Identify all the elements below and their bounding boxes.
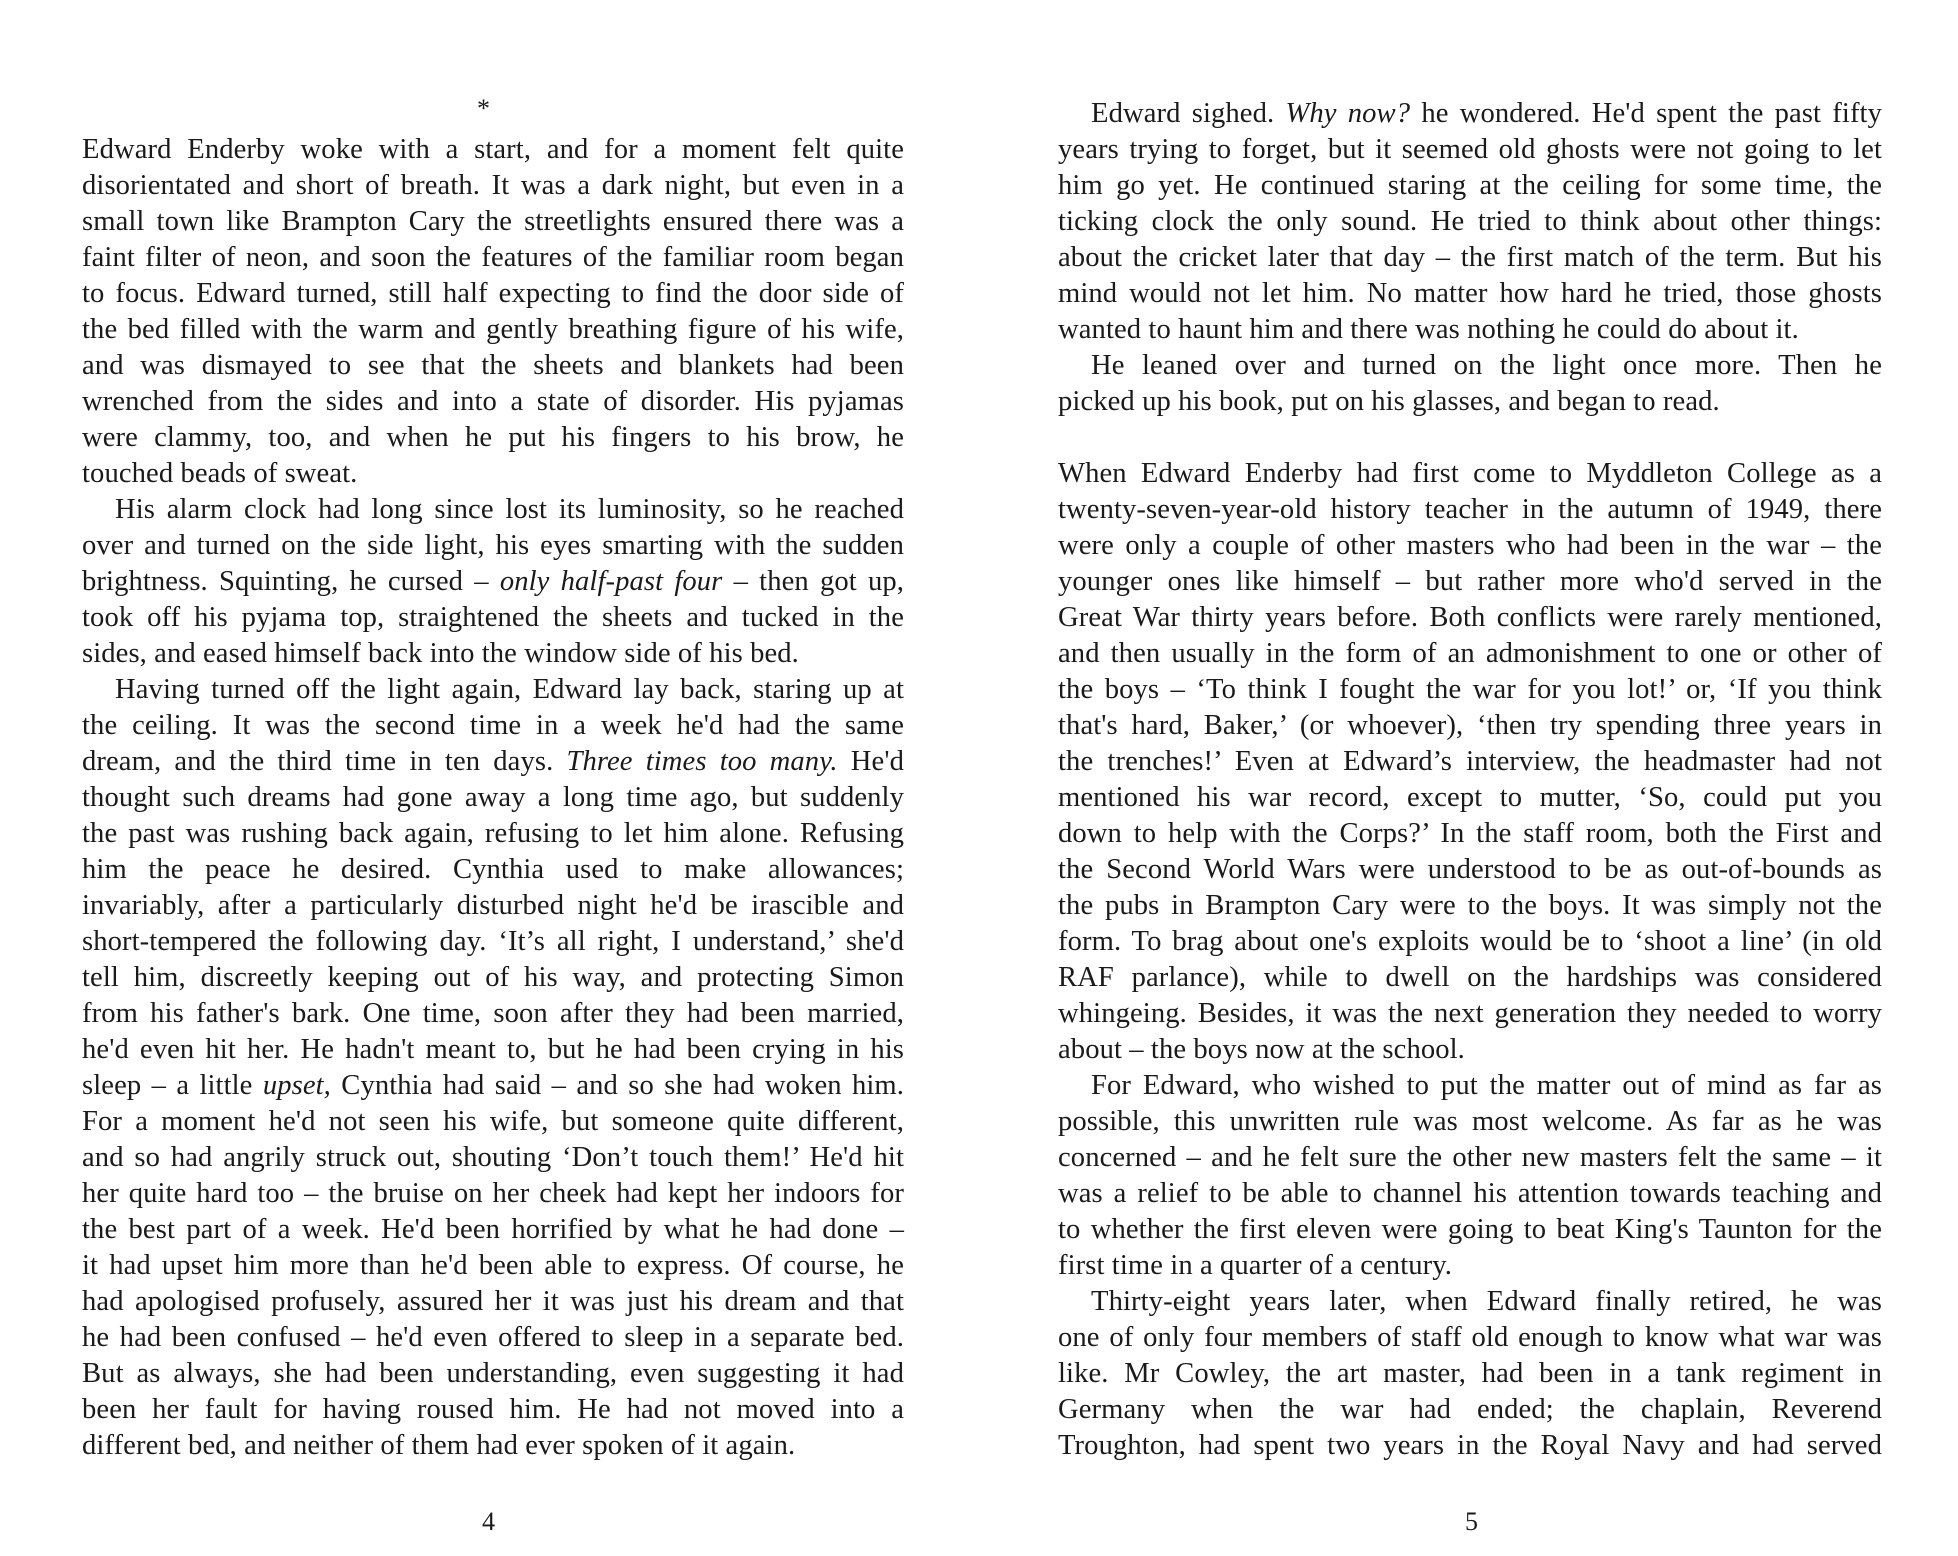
page-number-right: 5 [1465, 1507, 1478, 1536]
text-line [1058, 528, 1882, 564]
text-line [82, 780, 904, 816]
text-line [1058, 168, 1882, 204]
text-line [82, 888, 904, 924]
text-line [1058, 1320, 1882, 1356]
text-segment: first time in a quarter of a century. [1058, 1250, 1453, 1281]
text-line [1058, 456, 1882, 492]
text-segment: the trenches!’ Even at Edward’s interview, the headmaster had not [1058, 746, 1882, 777]
text-segment: like. Mr Cowley, the art master, had been in a tank regiment in [1058, 1358, 1882, 1389]
italic-text: Why now? [1285, 98, 1411, 129]
italic-text: upset, [262, 1070, 331, 1101]
left-page-body [82, 132, 904, 1464]
text-segment: When Edward Enderby had first come to Myddleton College as a [1058, 458, 1882, 489]
text-line [1058, 1212, 1882, 1248]
page-number-left: 4 [482, 1507, 495, 1536]
text-segment: the bed filled with the warm and gently breathing figure of his wife, [82, 314, 904, 345]
text-segment: Troughton, had spent two years in the Royal Navy and had served [1058, 1430, 1882, 1461]
text-segment: But as always, she had been understanding, even suggesting it had [82, 1358, 904, 1389]
text-line [82, 420, 904, 456]
text-segment: mind would not let him. No matter how hard he tried, those ghosts [1058, 278, 1882, 309]
text-segment: – then got up, [722, 566, 904, 597]
text-line [1058, 1140, 1882, 1176]
text-line [1058, 1428, 1882, 1464]
text-segment: been her fault for having roused him. He had not moved into a [82, 1394, 904, 1425]
text-segment: sleep – a little [82, 1070, 263, 1101]
text-line [1058, 708, 1882, 744]
text-segment: had apologised profusely, assured her it was just his dream and that [82, 1286, 904, 1317]
text-line [1058, 888, 1882, 924]
text-segment: For a moment he'd not seen his wife, but someone quite different, [82, 1106, 904, 1137]
text-line [82, 1284, 904, 1320]
text-line [82, 600, 904, 636]
text-segment: ticking clock the only sound. He tried to think about other things: [1058, 206, 1882, 237]
text-line [82, 1392, 904, 1428]
text-line [82, 384, 904, 420]
right-page-body [1058, 96, 1882, 1464]
text-line [82, 816, 904, 852]
text-segment: it had upset him more than he'd been able to express. Of course, he [82, 1250, 904, 1281]
text-segment: Germany when the war had ended; the chaplain, Reverend [1058, 1394, 1882, 1425]
text-line [82, 672, 904, 708]
text-segment: mentioned his war record, except to mutter, ‘So, could put you [1058, 782, 1882, 813]
text-line [1058, 1284, 1882, 1320]
text-line [1058, 348, 1882, 384]
text-line [1058, 1248, 1882, 1284]
text-line [1058, 1176, 1882, 1212]
text-line [1058, 132, 1882, 168]
text-segment: RAF parlance), while to dwell on the hardships was considered [1058, 962, 1882, 993]
text-line [1058, 1392, 1882, 1428]
text-line [1058, 564, 1882, 600]
text-segment: were clammy, too, and when he put his fingers to his brow, he [82, 422, 904, 453]
text-line [1058, 744, 1882, 780]
text-line [1058, 204, 1882, 240]
text-segment: sides, and eased himself back into the window side of his bed. [82, 638, 799, 669]
text-line [82, 492, 904, 528]
text-segment: the best part of a week. He'd been horrified by what he had done – [82, 1214, 904, 1245]
text-segment: whingeing. Besides, it was the next generation they needed to worry [1058, 998, 1882, 1029]
text-segment: different bed, and neither of them had ever spoken of it again. [82, 1430, 796, 1461]
text-line [82, 528, 904, 564]
text-line [82, 960, 904, 996]
text-line [1058, 996, 1882, 1032]
text-line [82, 312, 904, 348]
text-segment: him go yet. He continued staring at the ceiling for some time, the [1058, 170, 1882, 201]
text-line [82, 564, 904, 600]
text-segment: Cynthia had said – and so she had woken him. [330, 1070, 905, 1101]
text-line [82, 708, 904, 744]
text-segment: and then usually in the form of an admonishment to one or other of [1058, 638, 1882, 669]
text-line [82, 204, 904, 240]
text-segment: thought such dreams had gone away a long time ago, but suddenly [82, 782, 904, 813]
text-line [1058, 780, 1882, 816]
text-line [82, 1176, 904, 1212]
text-segment: concerned – and he felt sure the other new masters felt the same – it [1058, 1142, 1882, 1173]
text-segment: her quite hard too – the bruise on her cheek had kept her indoors for [82, 1178, 904, 1209]
text-line [1058, 384, 1882, 420]
text-segment: small town like Brampton Cary the streetlights ensured there was a [82, 206, 904, 237]
text-segment: about the cricket later that day – the first match of the term. But his [1058, 242, 1882, 273]
text-line [82, 1320, 904, 1356]
text-segment: His alarm clock had long since lost its luminosity, so he reached [115, 494, 904, 525]
text-line [82, 240, 904, 276]
text-segment: dream, and the third time in ten days. [82, 746, 567, 777]
text-segment: picked up his book, put on his glasses, and began to read. [1058, 386, 1720, 417]
text-line [1058, 1104, 1882, 1140]
text-segment: Having turned off the light again, Edward lay back, staring up at [115, 674, 904, 705]
text-segment: the pubs in Brampton Cary were to the boys. It was simply not the [1058, 890, 1882, 921]
text-segment: tell him, discreetly keeping out of his way, and protecting Simon [82, 962, 904, 993]
text-segment: one of only four members of staff old enough to know what war was [1058, 1322, 1882, 1353]
text-line [82, 744, 904, 780]
text-segment: possible, this unwritten rule was most welcome. As far as he was [1058, 1106, 1882, 1137]
text-line [1058, 1032, 1882, 1068]
text-line [82, 636, 904, 672]
text-line [1058, 492, 1882, 528]
text-segment: him the peace he desired. Cynthia used to make allowances; [82, 854, 904, 885]
text-segment: younger ones like himself – but rather more who'd served in the [1058, 566, 1882, 597]
text-segment: the ceiling. It was the second time in a week he'd had the same [82, 710, 904, 741]
text-segment: form. To brag about one's exploits would be to ‘shoot a line’ (in old [1058, 926, 1882, 957]
text-segment: he wondered. He'd spent the past fifty [1410, 98, 1883, 129]
text-line [82, 168, 904, 204]
text-line [82, 924, 904, 960]
text-segment: He leaned over and turned on the light once more. Then he [1091, 350, 1882, 381]
text-segment: years trying to forget, but it seemed old ghosts were not going to let [1058, 134, 1882, 165]
text-segment: wrenched from the sides and into a state of disorder. His pyjamas [82, 386, 904, 417]
text-segment: to whether the first eleven were going to beat King's Taunton for the [1058, 1214, 1882, 1245]
right-page [979, 0, 1958, 1556]
text-segment: brightness. Squinting, he cursed – [82, 566, 500, 597]
text-line [82, 1212, 904, 1248]
text-segment: he had been confused – he'd even offered to sleep in a separate bed. [82, 1322, 904, 1353]
text-line [1058, 276, 1882, 312]
text-segment: Great War thirty years before. Both conflicts were rarely mentioned, [1058, 602, 1882, 633]
text-segment: Thirty-eight years later, when Edward finally retired, he was [1091, 1286, 1882, 1317]
text-segment: faint filter of neon, and soon the features of the familiar room began [82, 242, 904, 273]
text-line [82, 456, 904, 492]
text-line [1058, 240, 1882, 276]
text-segment: that's hard, Baker,’ (or whoever), ‘then try spending three years in [1058, 710, 1882, 741]
text-line [1058, 636, 1882, 672]
text-segment: and so had angrily struck out, shouting ‘Don’t touch them!’ He'd hit [82, 1142, 904, 1173]
text-segment: short-tempered the following day. ‘It’s all right, I understand,’ she'd [82, 926, 904, 957]
section-break [1058, 420, 1882, 456]
text-segment: For Edward, who wished to put the matter out of mind as far as [1091, 1070, 1882, 1101]
text-line [1058, 1068, 1882, 1104]
text-line [82, 1032, 904, 1068]
text-segment: Edward Enderby woke with a start, and for a moment felt quite [82, 134, 904, 165]
text-segment: took off his pyjama top, straightened the sheets and tucked in the [82, 602, 904, 633]
text-segment: disorientated and short of breath. It was a dark night, but even in a [82, 170, 904, 201]
text-line [1058, 924, 1882, 960]
text-line [1058, 852, 1882, 888]
text-segment: wanted to haunt him and there was nothing he could do about it. [1058, 314, 1799, 345]
text-line [82, 1428, 904, 1464]
text-segment: he'd even hit her. He hadn't meant to, but he had been crying in his [82, 1034, 904, 1065]
text-line [82, 996, 904, 1032]
text-line [82, 276, 904, 312]
text-line [82, 852, 904, 888]
text-segment: He'd [837, 746, 904, 777]
text-line [82, 1140, 904, 1176]
text-segment: the past was rushing back again, refusing to let him alone. Refusing [82, 818, 904, 849]
text-line [82, 1248, 904, 1284]
text-segment: the Second World Wars were understood to be as out-of-bounds as [1058, 854, 1882, 885]
text-line [1058, 1356, 1882, 1392]
text-segment: to focus. Edward turned, still half expecting to find the door side of [82, 278, 904, 309]
text-segment: touched beads of sweat. [82, 458, 358, 489]
text-segment: invariably, after a particularly disturbed night he'd be irascible and [82, 890, 904, 921]
text-segment: Edward sighed. [1091, 98, 1286, 129]
text-line [1058, 672, 1882, 708]
italic-text: Three times too many. [566, 746, 838, 777]
text-line [82, 1356, 904, 1392]
text-line [82, 348, 904, 384]
text-line [1058, 960, 1882, 996]
text-segment: about – the boys now at the school. [1058, 1034, 1465, 1065]
text-segment: over and turned on the side light, his eyes smarting with the sudden [82, 530, 904, 561]
text-segment: and was dismayed to see that the sheets and blankets had been [82, 350, 904, 381]
text-line [82, 1104, 904, 1140]
text-segment: twenty-seven-year-old history teacher in the autumn of 1949, there [1058, 494, 1882, 525]
text-segment: were only a couple of other masters who had been in the war – the [1058, 530, 1882, 561]
italic-text: only half-past four [499, 566, 723, 597]
scene-break-asterisk: * [477, 94, 490, 123]
text-line [1058, 96, 1882, 132]
text-line [82, 132, 904, 168]
text-line [1058, 600, 1882, 636]
text-line [82, 1068, 904, 1104]
text-line [1058, 816, 1882, 852]
text-segment: down to help with the Corps?’ In the staff room, both the First and [1058, 818, 1882, 849]
text-segment: was a relief to be able to channel his attention towards teaching and [1058, 1178, 1882, 1209]
text-line [1058, 312, 1882, 348]
text-segment: from his father's bark. One time, soon after they had been married, [82, 998, 904, 1029]
text-segment: the boys – ‘To think I fought the war for you lot!’ or, ‘If you think [1058, 674, 1882, 705]
